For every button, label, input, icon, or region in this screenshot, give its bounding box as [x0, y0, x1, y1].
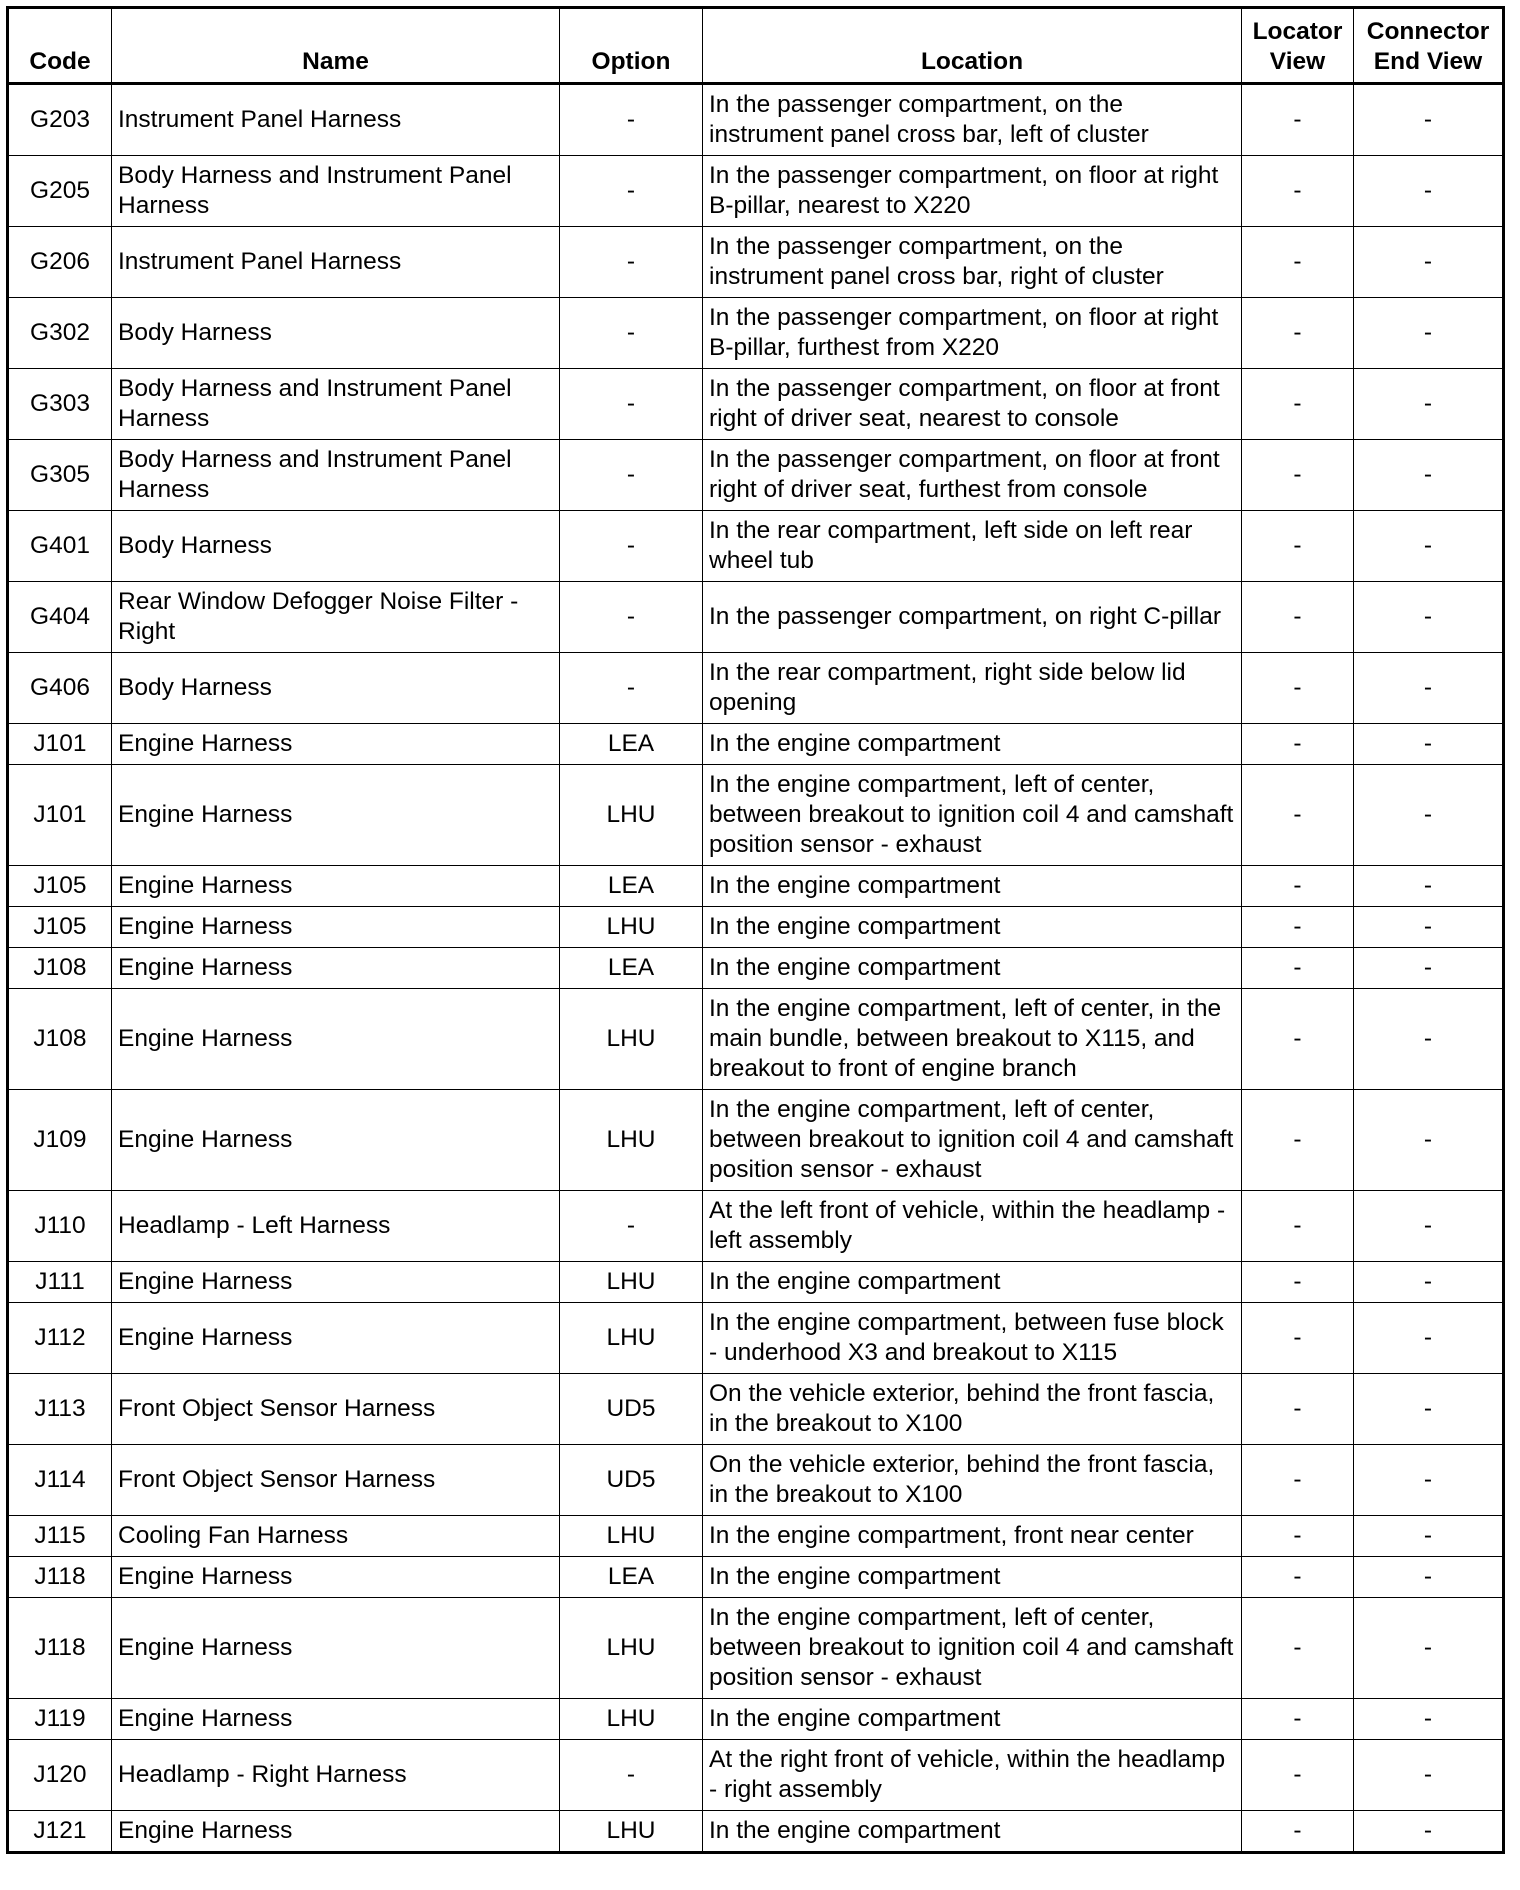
table-row: [8, 1740, 1504, 1811]
table-row: [8, 653, 1504, 724]
table-row: [8, 948, 1504, 989]
cell-name: Front Object Sensor Harness: [112, 1445, 560, 1516]
connector-location-table: [6, 6, 1505, 1854]
cell-code: J108: [8, 948, 112, 989]
table-row: [8, 1811, 1504, 1853]
cell-option: LHU: [560, 989, 703, 1090]
cell-option: -: [560, 582, 703, 653]
cell-locator-view: -: [1242, 1516, 1354, 1557]
cell-code: J101: [8, 765, 112, 866]
cell-connector-end-view: -: [1354, 582, 1504, 653]
cell-name: Body Harness: [112, 511, 560, 582]
cell-option: -: [560, 369, 703, 440]
table-row: [8, 84, 1504, 156]
cell-location: In the passenger compartment, on the instrument panel cross bar, right of cluster: [703, 227, 1242, 298]
header-row: [8, 8, 1504, 84]
cell-connector-end-view: -: [1354, 1699, 1504, 1740]
cell-location: On the vehicle exterior, behind the front fascia, in the breakout to X100: [703, 1374, 1242, 1445]
cell-name: Engine Harness: [112, 1811, 560, 1853]
table-row: [8, 298, 1504, 369]
cell-location: In the engine compartment, left of center, between breakout to ignition coil 4 and camshaft position sensor - exhaust: [703, 1598, 1242, 1699]
cell-name: Engine Harness: [112, 1303, 560, 1374]
cell-location: At the right front of vehicle, within the headlamp - right assembly: [703, 1740, 1242, 1811]
cell-location: In the passenger compartment, on floor at front right of driver seat, furthest from console: [703, 440, 1242, 511]
cell-code: J108: [8, 989, 112, 1090]
cell-location: In the engine compartment: [703, 1699, 1242, 1740]
cell-connector-end-view: -: [1354, 1445, 1504, 1516]
cell-code: J113: [8, 1374, 112, 1445]
cell-location: At the left front of vehicle, within the headlamp - left assembly: [703, 1191, 1242, 1262]
cell-connector-end-view: -: [1354, 156, 1504, 227]
table-header: [8, 8, 1504, 84]
table-row: [8, 1445, 1504, 1516]
table-row: [8, 369, 1504, 440]
cell-option: -: [560, 156, 703, 227]
header-code: Code: [8, 8, 112, 84]
cell-connector-end-view: -: [1354, 440, 1504, 511]
table-body: [8, 84, 1504, 1853]
cell-location: In the rear compartment, right side below lid opening: [703, 653, 1242, 724]
cell-code: J105: [8, 907, 112, 948]
cell-option: LHU: [560, 1598, 703, 1699]
cell-locator-view: -: [1242, 1262, 1354, 1303]
cell-option: -: [560, 84, 703, 156]
cell-location: In the engine compartment: [703, 866, 1242, 907]
table-row: [8, 1598, 1504, 1699]
cell-code: J114: [8, 1445, 112, 1516]
cell-location: In the engine compartment: [703, 907, 1242, 948]
cell-location: In the passenger compartment, on right C-pillar: [703, 582, 1242, 653]
cell-connector-end-view: -: [1354, 653, 1504, 724]
cell-connector-end-view: -: [1354, 298, 1504, 369]
cell-locator-view: -: [1242, 989, 1354, 1090]
cell-locator-view: -: [1242, 1740, 1354, 1811]
cell-code: J118: [8, 1598, 112, 1699]
cell-option: LEA: [560, 724, 703, 765]
cell-option: LHU: [560, 765, 703, 866]
header-locator-view: [1242, 8, 1354, 84]
cell-connector-end-view: -: [1354, 84, 1504, 156]
cell-location: In the engine compartment, left of center, between breakout to ignition coil 4 and camshaft position sensor - exhaust: [703, 765, 1242, 866]
cell-connector-end-view: -: [1354, 1740, 1504, 1811]
cell-name: Headlamp - Left Harness: [112, 1191, 560, 1262]
cell-locator-view: -: [1242, 1557, 1354, 1598]
cell-locator-view: -: [1242, 948, 1354, 989]
cell-locator-view: -: [1242, 84, 1354, 156]
cell-location: In the engine compartment: [703, 724, 1242, 765]
cell-option: LHU: [560, 1303, 703, 1374]
table-row: [8, 1262, 1504, 1303]
cell-connector-end-view: -: [1354, 724, 1504, 765]
cell-name: Engine Harness: [112, 765, 560, 866]
cell-location: In the passenger compartment, on floor at right B-pillar, furthest from X220: [703, 298, 1242, 369]
cell-option: LEA: [560, 1557, 703, 1598]
header-location: Location: [703, 8, 1242, 84]
cell-locator-view: -: [1242, 156, 1354, 227]
cell-location: In the rear compartment, left side on left rear wheel tub: [703, 511, 1242, 582]
cell-connector-end-view: -: [1354, 1598, 1504, 1699]
table-row: [8, 989, 1504, 1090]
cell-locator-view: -: [1242, 866, 1354, 907]
cell-location: In the engine compartment, between fuse block - underhood X3 and breakout to X115: [703, 1303, 1242, 1374]
cell-locator-view: -: [1242, 907, 1354, 948]
cell-name: Body Harness: [112, 653, 560, 724]
cell-locator-view: -: [1242, 1090, 1354, 1191]
cell-name: Engine Harness: [112, 989, 560, 1090]
cell-locator-view: -: [1242, 511, 1354, 582]
table-row: [8, 1557, 1504, 1598]
cell-option: -: [560, 1191, 703, 1262]
cell-code: J111: [8, 1262, 112, 1303]
cell-name: Engine Harness: [112, 907, 560, 948]
cell-option: UD5: [560, 1445, 703, 1516]
cell-connector-end-view: -: [1354, 948, 1504, 989]
cell-name: Engine Harness: [112, 948, 560, 989]
header-locator-view-line2: View: [1269, 48, 1326, 75]
cell-option: -: [560, 298, 703, 369]
cell-option: LHU: [560, 1811, 703, 1853]
cell-code: G203: [8, 84, 112, 156]
cell-name: Instrument Panel Harness: [112, 227, 560, 298]
table-row: [8, 1374, 1504, 1445]
cell-locator-view: -: [1242, 724, 1354, 765]
cell-code: J112: [8, 1303, 112, 1374]
cell-connector-end-view: -: [1354, 866, 1504, 907]
cell-location: In the engine compartment, left of center, between breakout to ignition coil 4 and camshaft position sensor - exhaust: [703, 1090, 1242, 1191]
cell-location: In the passenger compartment, on floor at right B-pillar, nearest to X220: [703, 156, 1242, 227]
cell-name: Headlamp - Right Harness: [112, 1740, 560, 1811]
cell-option: LHU: [560, 1516, 703, 1557]
table-row: [8, 907, 1504, 948]
table-row: [8, 1516, 1504, 1557]
cell-code: G305: [8, 440, 112, 511]
cell-code: G206: [8, 227, 112, 298]
cell-locator-view: -: [1242, 653, 1354, 724]
table-row: [8, 765, 1504, 866]
cell-name: Cooling Fan Harness: [112, 1516, 560, 1557]
cell-code: J101: [8, 724, 112, 765]
table-row: [8, 1191, 1504, 1262]
cell-location: On the vehicle exterior, behind the front fascia, in the breakout to X100: [703, 1445, 1242, 1516]
cell-code: G401: [8, 511, 112, 582]
cell-locator-view: -: [1242, 227, 1354, 298]
cell-code: J121: [8, 1811, 112, 1853]
cell-code: J120: [8, 1740, 112, 1811]
cell-option: LHU: [560, 1262, 703, 1303]
cell-location: In the engine compartment, left of center, in the main bundle, between breakout to X115, and breakout to front of engine branch: [703, 989, 1242, 1090]
cell-code: J110: [8, 1191, 112, 1262]
cell-name: Rear Window Defogger Noise Filter - Right: [112, 582, 560, 653]
header-option: Option: [560, 8, 703, 84]
cell-location: In the engine compartment: [703, 1811, 1242, 1853]
cell-option: -: [560, 653, 703, 724]
cell-locator-view: -: [1242, 1445, 1354, 1516]
table-row: [8, 156, 1504, 227]
cell-option: LHU: [560, 1090, 703, 1191]
cell-locator-view: -: [1242, 1699, 1354, 1740]
cell-code: J115: [8, 1516, 112, 1557]
cell-locator-view: -: [1242, 1811, 1354, 1853]
cell-name: Engine Harness: [112, 1557, 560, 1598]
cell-connector-end-view: -: [1354, 1516, 1504, 1557]
cell-connector-end-view: -: [1354, 511, 1504, 582]
cell-location: In the engine compartment, front near center: [703, 1516, 1242, 1557]
cell-option: UD5: [560, 1374, 703, 1445]
cell-connector-end-view: -: [1354, 765, 1504, 866]
cell-location: In the passenger compartment, on floor at front right of driver seat, nearest to console: [703, 369, 1242, 440]
cell-name: Engine Harness: [112, 1699, 560, 1740]
cell-code: G303: [8, 369, 112, 440]
cell-locator-view: -: [1242, 1191, 1354, 1262]
cell-code: G205: [8, 156, 112, 227]
cell-option: -: [560, 227, 703, 298]
cell-option: -: [560, 1740, 703, 1811]
cell-connector-end-view: -: [1354, 1303, 1504, 1374]
table-row: [8, 511, 1504, 582]
cell-name: Engine Harness: [112, 724, 560, 765]
cell-code: G404: [8, 582, 112, 653]
table-row: [8, 1303, 1504, 1374]
header-connector-end-view: [1354, 8, 1504, 84]
cell-name: Engine Harness: [112, 1090, 560, 1191]
header-name: Name: [112, 8, 560, 84]
cell-code: J119: [8, 1699, 112, 1740]
cell-connector-end-view: -: [1354, 907, 1504, 948]
cell-option: LHU: [560, 1699, 703, 1740]
cell-code: J118: [8, 1557, 112, 1598]
table-row: [8, 1699, 1504, 1740]
cell-locator-view: -: [1242, 298, 1354, 369]
cell-locator-view: -: [1242, 1303, 1354, 1374]
cell-option: LHU: [560, 907, 703, 948]
table-row: [8, 866, 1504, 907]
cell-code: J105: [8, 866, 112, 907]
cell-location: In the engine compartment: [703, 1557, 1242, 1598]
cell-location: In the engine compartment: [703, 1262, 1242, 1303]
cell-name: Body Harness and Instrument Panel Harness: [112, 156, 560, 227]
cell-connector-end-view: -: [1354, 1557, 1504, 1598]
cell-connector-end-view: -: [1354, 989, 1504, 1090]
cell-code: G406: [8, 653, 112, 724]
cell-name: Front Object Sensor Harness: [112, 1374, 560, 1445]
cell-option: -: [560, 511, 703, 582]
table-row: [8, 440, 1504, 511]
header-locator-view-line1: Locator: [1252, 18, 1343, 45]
cell-connector-end-view: -: [1354, 1090, 1504, 1191]
table-row: [8, 724, 1504, 765]
cell-connector-end-view: -: [1354, 1811, 1504, 1853]
cell-option: LEA: [560, 866, 703, 907]
cell-location: In the passenger compartment, on the instrument panel cross bar, left of cluster: [703, 84, 1242, 156]
cell-name: Engine Harness: [112, 1262, 560, 1303]
cell-connector-end-view: -: [1354, 369, 1504, 440]
cell-code: G302: [8, 298, 112, 369]
cell-locator-view: -: [1242, 1598, 1354, 1699]
table-row: [8, 227, 1504, 298]
cell-name: Body Harness and Instrument Panel Harness: [112, 369, 560, 440]
cell-location: In the engine compartment: [703, 948, 1242, 989]
cell-option: LEA: [560, 948, 703, 989]
cell-name: Body Harness: [112, 298, 560, 369]
cell-code: J109: [8, 1090, 112, 1191]
header-connector-end-view-line1: Connector: [1366, 18, 1490, 45]
cell-connector-end-view: -: [1354, 1262, 1504, 1303]
cell-locator-view: -: [1242, 440, 1354, 511]
cell-locator-view: -: [1242, 1374, 1354, 1445]
cell-name: Body Harness and Instrument Panel Harness: [112, 440, 560, 511]
cell-locator-view: -: [1242, 582, 1354, 653]
cell-locator-view: -: [1242, 765, 1354, 866]
cell-name: Instrument Panel Harness: [112, 84, 560, 156]
cell-name: Engine Harness: [112, 1598, 560, 1699]
header-connector-end-view-line2: End View: [1373, 48, 1483, 75]
cell-connector-end-view: -: [1354, 227, 1504, 298]
cell-name: Engine Harness: [112, 866, 560, 907]
table-row: [8, 582, 1504, 653]
cell-locator-view: -: [1242, 369, 1354, 440]
cell-connector-end-view: -: [1354, 1374, 1504, 1445]
table-row: [8, 1090, 1504, 1191]
cell-connector-end-view: -: [1354, 1191, 1504, 1262]
cell-option: -: [560, 440, 703, 511]
